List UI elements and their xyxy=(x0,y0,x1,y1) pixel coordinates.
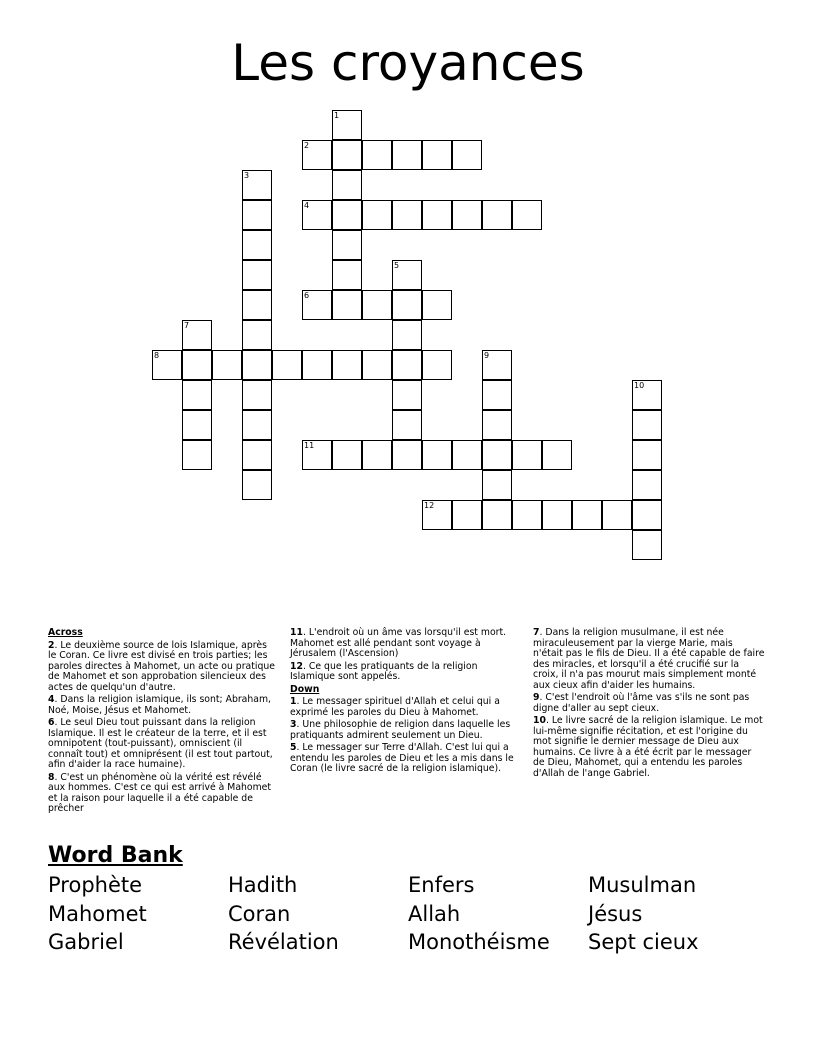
crossword-cell[interactable] xyxy=(422,200,452,230)
clue-number-label: 4 xyxy=(304,201,310,210)
word-bank-item: Enfers xyxy=(408,873,475,897)
clue-across-11: 11. L'endroit où un âme vas lorsqu'il est mort. Mahomet est allé pendant sont voyage à Jérusalem (l'Ascension) xyxy=(290,627,507,659)
crossword-cell[interactable] xyxy=(452,440,482,470)
crossword-cell[interactable] xyxy=(392,320,422,350)
crossword-cell[interactable] xyxy=(182,380,212,410)
clue-number-label: 10 xyxy=(634,381,645,390)
crossword-cell[interactable] xyxy=(602,500,632,530)
crossword-cell[interactable] xyxy=(512,200,542,230)
crossword-cell[interactable] xyxy=(332,230,362,260)
clue-across-8: 8. C'est un phénomène où la vérité est révélé aux hommes. C'est ce qui est arrivé à Mahomet et la raison pour laquelle il a été capable de prêcher xyxy=(48,771,272,814)
crossword-cell[interactable] xyxy=(272,350,302,380)
word-bank-item: Coran xyxy=(228,902,291,926)
clue-column-3 xyxy=(533,628,765,781)
crossword-cell[interactable] xyxy=(242,380,272,410)
crossword-cell[interactable] xyxy=(362,350,392,380)
crossword-cell[interactable] xyxy=(362,290,392,320)
word-bank-item: Révélation xyxy=(228,930,339,954)
crossword-cell[interactable] xyxy=(542,440,572,470)
clue-number-label: 9 xyxy=(484,351,490,360)
clue-down-5: 5. Le messager sur Terre d'Allah. C'est lui qui a entendu les paroles de Dieu et les a mis dans le Coran (le livre sacré de la religion islamique). xyxy=(290,742,514,774)
crossword-cell[interactable] xyxy=(572,500,602,530)
crossword-cell[interactable] xyxy=(392,140,422,170)
crossword-cell[interactable] xyxy=(242,260,272,290)
crossword-cell[interactable] xyxy=(212,350,242,380)
crossword-cell[interactable] xyxy=(332,440,362,470)
crossword-cell[interactable] xyxy=(242,200,272,230)
crossword-cell[interactable] xyxy=(242,410,272,440)
crossword-cell[interactable] xyxy=(632,410,662,440)
crossword-cell[interactable] xyxy=(362,200,392,230)
word-bank-item: Hadith xyxy=(228,873,298,897)
crossword-cell[interactable] xyxy=(632,470,662,500)
clue-number-label: 7 xyxy=(184,321,190,330)
crossword-cell[interactable] xyxy=(632,440,662,470)
clue-down-7: 7. Dans la religion musulmane, il est née miraculeusement par la vierge Marie, mais n'était pas le fils de Dieu. Il a été capable de faire des miracles, et lorsqu'il a été crucifié sur la croix, il n'a pas mourut mais simplement monté aux cieux afin d'aider les humains. xyxy=(533,627,765,691)
crossword-cell[interactable] xyxy=(452,140,482,170)
crossword-cell[interactable] xyxy=(242,230,272,260)
clue-down-10: 10. Le livre sacré de la religion islamique. Le mot lui-même signifie récitation, et est l'origine du mot signifie le dernier message de Dieu aux humains. Ce livre à a été écrit par le messager de Dieu, Mahomet, qui a entendu les paroles d'Allah de l'ange Gabriel. xyxy=(533,715,763,779)
crossword-cell[interactable] xyxy=(482,440,512,470)
crossword-cell[interactable] xyxy=(482,200,512,230)
crossword-cell[interactable] xyxy=(482,470,512,500)
crossword-cell[interactable] xyxy=(422,290,452,320)
crossword-cell[interactable] xyxy=(302,350,332,380)
crossword-cell[interactable] xyxy=(242,320,272,350)
crossword-cell[interactable] xyxy=(482,410,512,440)
crossword-cell[interactable] xyxy=(182,410,212,440)
crossword-cell[interactable] xyxy=(392,380,422,410)
word-bank-title: Word Bank xyxy=(48,843,183,868)
crossword-cell[interactable] xyxy=(422,350,452,380)
crossword-cell[interactable] xyxy=(392,290,422,320)
word-bank-item: Prophète xyxy=(48,873,143,897)
crossword-cell[interactable] xyxy=(332,290,362,320)
down-header: Down xyxy=(290,683,320,695)
crossword-cell[interactable] xyxy=(332,350,362,380)
word-bank-item: Allah xyxy=(408,902,461,926)
crossword-cell[interactable] xyxy=(332,260,362,290)
crossword-cell[interactable] xyxy=(422,140,452,170)
clue-number-label: 12 xyxy=(424,501,435,510)
clue-across-12: 12. Ce que les pratiquants de la religion Islamique sont appelés. xyxy=(290,660,478,682)
crossword-cell[interactable] xyxy=(632,530,662,560)
crossword-cell[interactable] xyxy=(332,200,362,230)
clue-number-label: 11 xyxy=(304,441,315,450)
clue-column-2 xyxy=(290,628,518,777)
crossword-cell[interactable] xyxy=(242,290,272,320)
crossword-cell[interactable] xyxy=(482,380,512,410)
crossword-cell[interactable] xyxy=(542,500,572,530)
crossword-cell[interactable] xyxy=(452,500,482,530)
clue-number-label: 2 xyxy=(304,141,310,150)
crossword-cell[interactable] xyxy=(362,140,392,170)
crossword-cell[interactable] xyxy=(392,200,422,230)
word-bank-item: Sept cieux xyxy=(588,930,699,954)
clue-down-1: 1. Le messager spirituel d'Allah et celui qui a exprimé les paroles du Dieu à Mahomet. xyxy=(290,696,500,718)
crossword-cell[interactable] xyxy=(512,440,542,470)
crossword-cell[interactable] xyxy=(242,470,272,500)
clue-number-label: 1 xyxy=(334,111,340,120)
crossword-cell[interactable] xyxy=(632,500,662,530)
word-bank-item: Jésus xyxy=(588,902,643,926)
clue-column-1 xyxy=(48,628,276,817)
word-bank-item: Gabriel xyxy=(48,930,124,954)
word-bank-item: Monothéisme xyxy=(408,930,550,954)
crossword-cell[interactable] xyxy=(452,200,482,230)
crossword-cell[interactable] xyxy=(422,440,452,470)
crossword-cell[interactable] xyxy=(182,440,212,470)
crossword-cell[interactable] xyxy=(482,500,512,530)
clue-across-4: 4. Dans la religion islamique, ils sont; Abraham, Noé, Moise, Jésus et Mahomet. xyxy=(48,694,271,716)
clue-down-9: 9. C'est l'endroit où l'âme vas s'ils ne sont pas digne d'aller au sept cieux. xyxy=(533,692,750,714)
crossword-cell[interactable] xyxy=(392,410,422,440)
clue-number-label: 5 xyxy=(394,261,400,270)
word-bank-item: Musulman xyxy=(588,873,697,897)
clue-number-label: 3 xyxy=(244,171,250,180)
crossword-cell[interactable] xyxy=(242,440,272,470)
crossword-cell[interactable] xyxy=(362,440,392,470)
crossword-cell[interactable] xyxy=(392,440,422,470)
crossword-cell[interactable] xyxy=(242,350,272,380)
clue-number-label: 8 xyxy=(154,351,160,360)
crossword-cell[interactable] xyxy=(332,140,362,170)
clue-down-3: 3. Une philosophie de religion dans laquelle les pratiquants admirent seulement un Dieu. xyxy=(290,719,511,741)
puzzle-title: Les croyances xyxy=(231,34,585,92)
crossword-cell[interactable] xyxy=(392,350,422,380)
crossword-cell[interactable] xyxy=(332,170,362,200)
word-bank-item: Mahomet xyxy=(48,902,147,926)
across-header: Across xyxy=(48,627,83,638)
clue-number-label: 6 xyxy=(304,291,310,300)
clue-across-6: 6. Le seul Dieu tout puissant dans la religion Islamique. Il est le créateur de la terre, et il est omnipotent (tout-puissant), omniscient (il connaît tout) et omniprésent (il est tout partout, afin d'aider la race humaine). xyxy=(48,717,273,770)
crossword-cell[interactable] xyxy=(512,500,542,530)
clue-across-2: 2. Le deuxième source de lois Islamique, après le Coran. Ce livre est divisé en trois parties; les paroles directes à Mahomet, un acte ou pratique de Mahomet et son approbation silencieux des actes de quelqu'un d'autre. xyxy=(48,639,275,693)
crossword-cell[interactable] xyxy=(182,350,212,380)
